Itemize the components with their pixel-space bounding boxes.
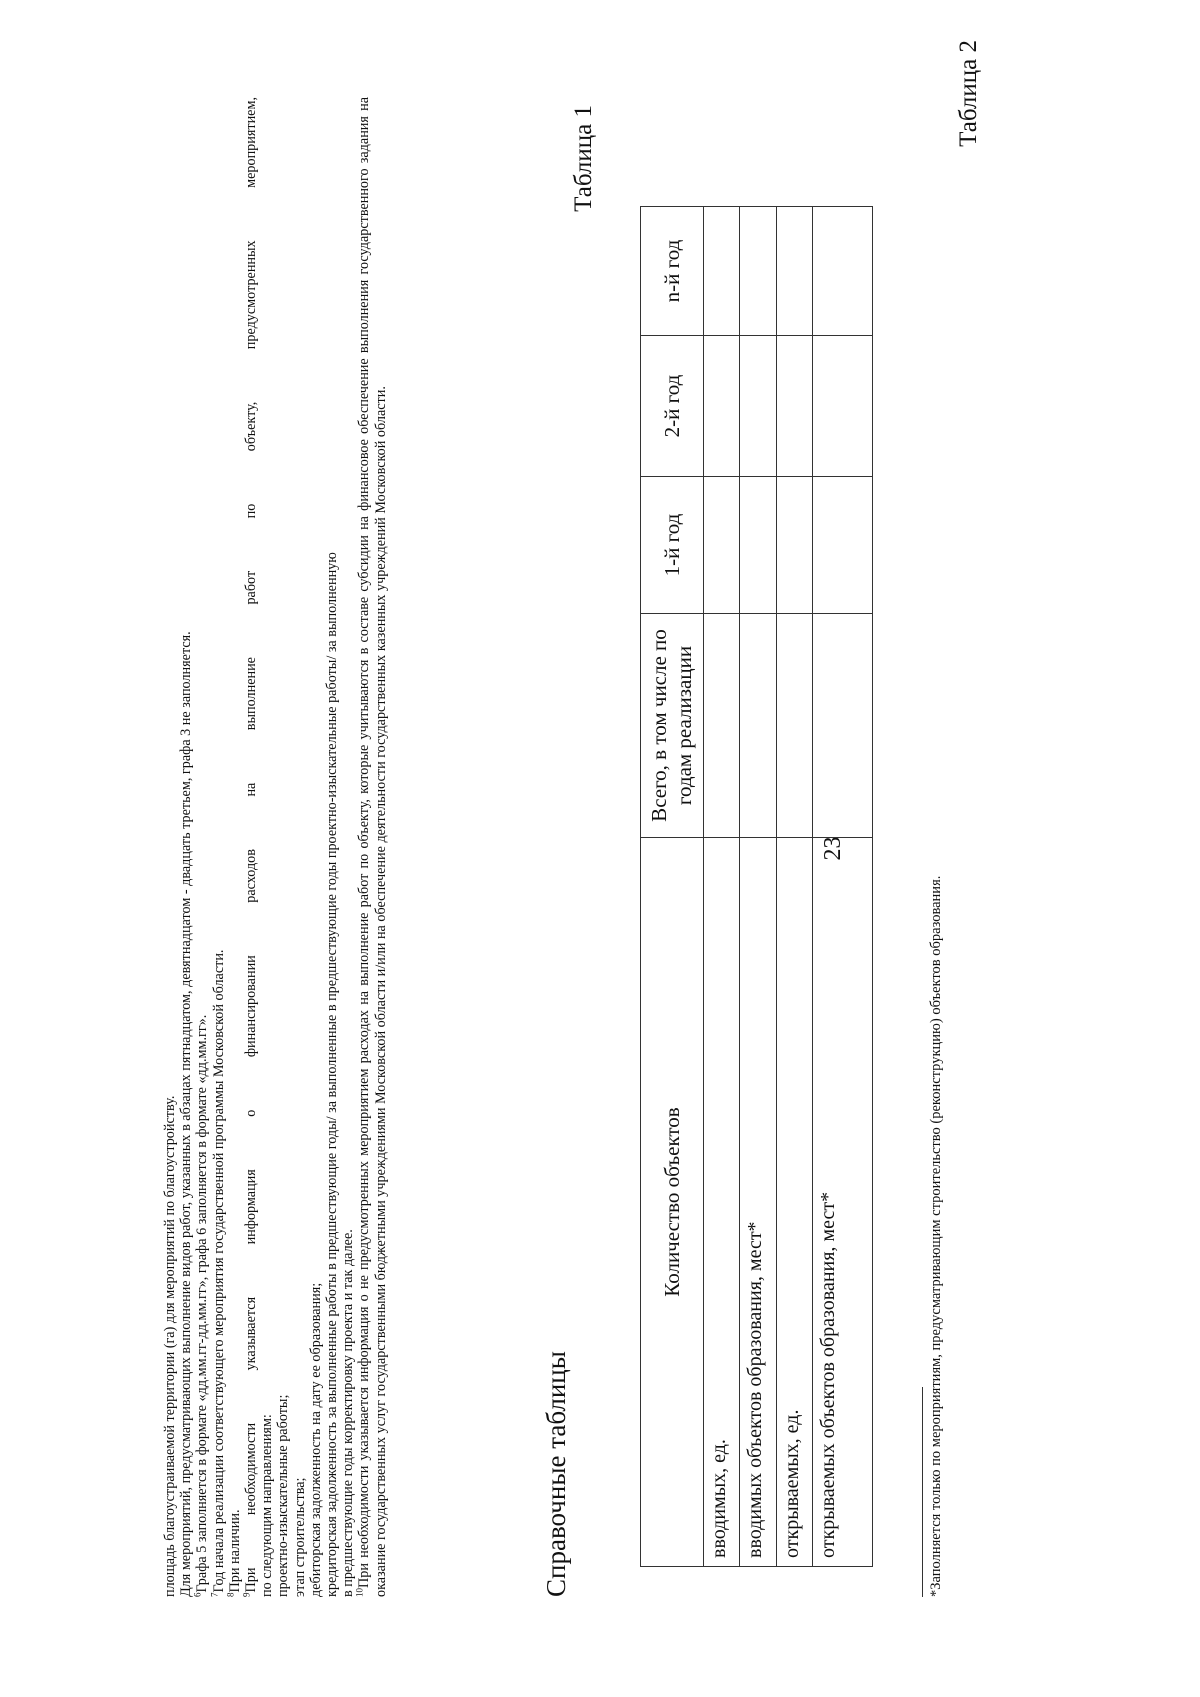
- header-cell: 2-й год: [641, 336, 704, 477]
- header-cell: 1-й год: [641, 477, 704, 614]
- note-line: дебиторская задолженность на дату ее образования;: [307, 1282, 324, 1597]
- table-cell: [813, 477, 873, 614]
- table-row: [813, 207, 873, 1567]
- table-cell: [777, 207, 813, 336]
- note-number: 10: [354, 1588, 365, 1597]
- header-cell: Всего, в том числе по годам реализации: [641, 614, 704, 838]
- table-cell: [704, 207, 740, 336]
- table-cell: [740, 477, 777, 614]
- page-number: 23: [820, 836, 846, 861]
- note-line: в предшествующие годы корректировку проекта и так далее.: [340, 1229, 357, 1597]
- note-number: 6: [192, 1592, 203, 1597]
- note-6: [194, 97, 210, 1597]
- row-label-cell: вводимых, ед.: [704, 838, 740, 1567]
- table-cell: [740, 336, 777, 477]
- table-cell: [740, 614, 777, 838]
- table-cell: [777, 614, 813, 838]
- table-footnote: *Заполняется только по мероприятиям, предусматривающим строительство (реконструкцию) объектов образования.: [928, 875, 944, 1597]
- note-number: 9: [241, 1592, 252, 1597]
- note-line: площадь благоустраиваемой территории (га) для мероприятий по благоустройству.: [162, 1095, 178, 1597]
- table-cell: [777, 477, 813, 614]
- note-text: При наличии.: [226, 1509, 243, 1593]
- table-cell: [704, 614, 740, 838]
- table-row: [740, 207, 777, 1567]
- table-1-label: Таблица 1: [570, 105, 597, 212]
- note-text: Год начала реализации соответствующего мероприятия государственной программы Московской области.: [210, 949, 227, 1593]
- note-9: [243, 97, 259, 1597]
- section-title: Справочные таблицы: [541, 1351, 571, 1597]
- row-label-cell: открываемых объектов образования, мест*: [813, 838, 873, 1567]
- reference-table: [640, 206, 873, 1567]
- header-cell: n-й год: [641, 207, 704, 336]
- row-label-cell: вводимых объектов образования, мест*: [740, 838, 777, 1567]
- table-cell: [813, 614, 873, 838]
- note-8: [227, 97, 243, 1597]
- note-text: При необходимости указывается информация о финансировании расходов на выполнение работ по объекту, предусмотренных мероприятием,: [243, 97, 260, 1593]
- table-cell: [740, 207, 777, 336]
- footnote-separator: [922, 1387, 923, 1597]
- row-label-cell: открываемых, ед.: [777, 838, 813, 1567]
- table-row: [777, 207, 813, 1567]
- note-number: 7: [208, 1592, 219, 1597]
- note-number: 8: [225, 1592, 236, 1597]
- footnotes-block: [162, 97, 389, 1597]
- table-cell: [704, 336, 740, 477]
- note-text: При необходимости указывается информация о не предусмотренных мероприятием расходах на выполнение работ по объекту, которые учитываются в составе субсидии на финансовое обеспечение выполнения государственного задания на оказание государственных услуг государственными бюджетными учреждениями Московской области и/или на обеспечение деятельности государственных казенных учреждений Московской области.: [356, 97, 389, 1597]
- note-line: по следующим направлениям:: [259, 1414, 276, 1597]
- note-7: [208, 97, 227, 1597]
- note-10: [356, 97, 388, 1597]
- table-header-row: [641, 207, 704, 1567]
- note-line: Для мероприятий, предусматривающих выполнение видов работ, указанных в абзацах пятнадцатом, девятнадцатом - двадцать третьем, графа 3 не заполняется.: [178, 631, 195, 1597]
- note-text: Графа 5 заполняется в формате «дд.мм.гг-дд.мм.гг», графа 6 заполняется в формате «дд.мм.гг».: [194, 1014, 211, 1593]
- table-2-label: Таблица 2: [955, 40, 982, 147]
- table-cell: [813, 207, 873, 336]
- table-cell: [813, 336, 873, 477]
- note-line: этап строительства;: [291, 1477, 308, 1597]
- table-row: [704, 207, 740, 1567]
- table-cell: [704, 477, 740, 614]
- note-line: проектно-изыскательные работы;: [275, 1394, 292, 1597]
- header-cell: Количество объектов: [641, 838, 704, 1567]
- table-cell: [777, 336, 813, 477]
- note-line: кредиторская задолженность за выполненные работы в предшествующие годы/ за выполненные в предшествующие годы проектно-изыскательные работы/ за выполненную: [324, 552, 341, 1597]
